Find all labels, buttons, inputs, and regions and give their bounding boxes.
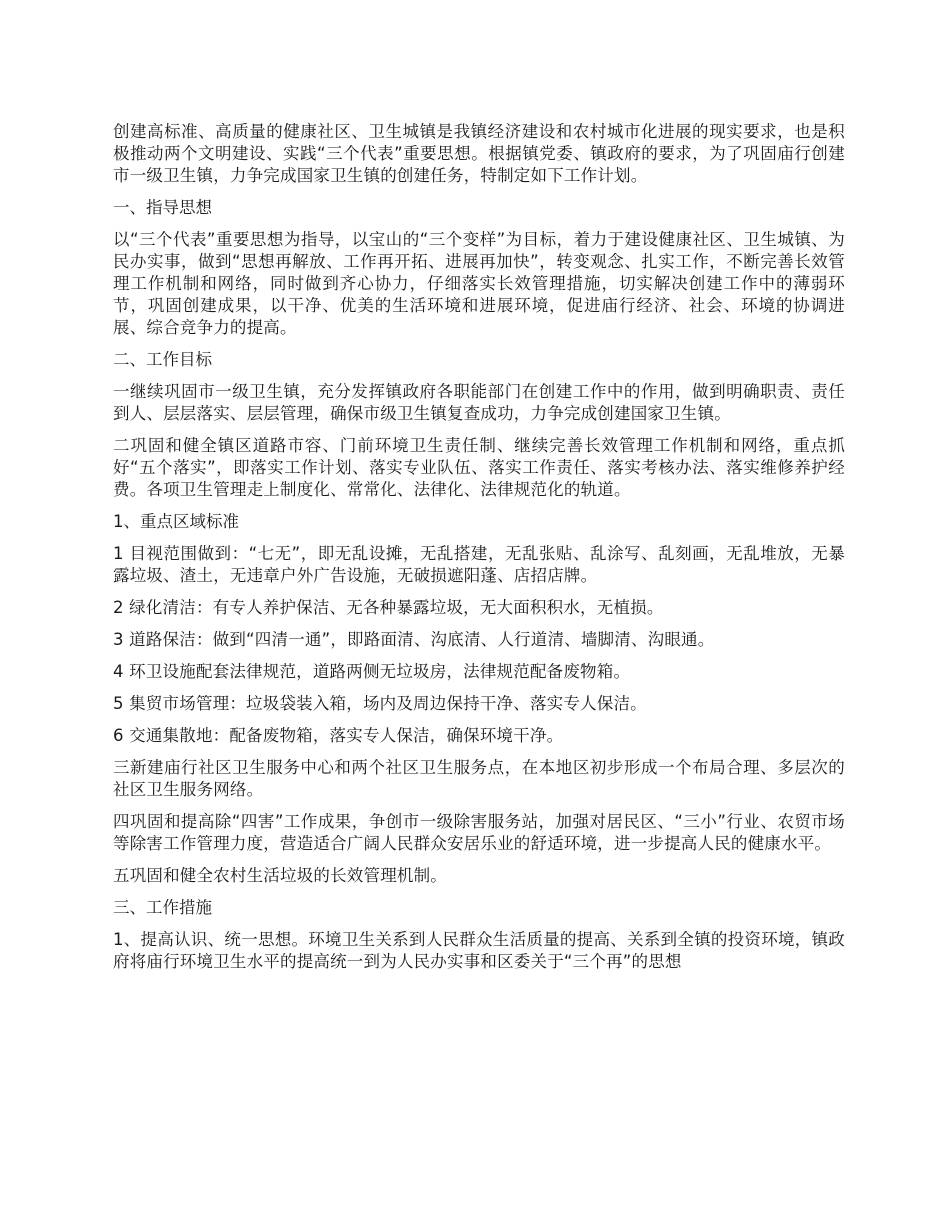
section-heading-work-goals: 二、工作目标 <box>113 350 212 369</box>
standard-item-2: 2 绿化清洁：有专人养护保洁、无各种暴露垃圾，无大面积积水，无植损。 <box>113 598 664 617</box>
standard-item-6: 6 交通集散地：配备废物箱，落实专人保洁，确保环境干净。 <box>113 726 564 745</box>
document-page <box>113 121 845 983</box>
standard-item-5: 5 集贸市场管理：垃圾袋装入箱，场内及周边保持干净、落实专人保洁。 <box>113 694 647 713</box>
standard-item-1: 1 目视范围做到：“七无”，即无乱设摊，无乱搭建，无乱张贴、乱涂写、乱刻画，无乱堆放，无暴露垃圾、渣土，无违章户外广告设施，无破损遮阳蓬、店招店牌。 <box>113 544 845 585</box>
goal-4-paragraph: 四巩固和提高除“四害”工作成果，争创市一级除害服务站，加强对居民区、“三小”行业、农贸市场等除害工作管理力度，营造适合广阔人民群众安居乐业的舒适环境，进一步提高人民的健康水平。 <box>113 812 845 853</box>
measure-1-paragraph: 1、提高认识、统一思想。环境卫生关系到人民群众生活质量的提高、关系到全镇的投资环境，镇政府将庙行环境卫生水平的提高统一到为人民办实事和区委关于“三个再”的思想 <box>113 930 845 971</box>
goal-2-paragraph: 二巩固和健全镇区道路市容、门前环境卫生责任制、继续完善长效管理工作机制和网络，重点抓好“五个落实”，即落实工作计划、落实专业队伍、落实工作责任、落实考核办法、落实维修养护经费。各项卫生管理走上制度化、常常化、法律化、法律规范化的轨道。 <box>113 436 845 499</box>
section-heading-work-measures: 三、工作措施 <box>113 898 212 917</box>
goal-1-paragraph: 一继续巩固市一级卫生镇，充分发挥镇政府各职能部门在创建工作中的作用，做到明确职责、责任到人、层层落实、层层管理，确保市级卫生镇复查成功，力争完成创建国家卫生镇。 <box>113 382 845 423</box>
intro-paragraph: 创建高标准、高质量的健康社区、卫生城镇是我镇经济建设和农村城市化进展的现实要求，也是积极推动两个文明建设、实践“三个代表”重要思想。根据镇党委、镇政府的要求，为了巩固庙行创建市一级卫生镇，力争完成国家卫生镇的创建任务，特制定如下工作计划。 <box>113 122 845 185</box>
guiding-ideology-paragraph: 以“三个代表”重要思想为指导，以宝山的“三个变样”为目标，着力于建设健康社区、卫生城镇、为民办实事，做到“思想再解放、工作再开拓、进展再加快”，转变观念、扎实工作，不断完善长效管理工作机制和网络，同时做到齐心协力，仔细落实长效管理措施，切实解决创建工作中的薄弱环节，巩固创建成果，以干净、优美的生活环境和进展环境，促进庙行经济、社会、环境的协调进展、综合竞争力的提高。 <box>113 230 845 337</box>
standard-item-4: 4 环卫设施配套法律规范，道路两侧无垃圾房，法律规范配备废物箱。 <box>113 662 631 681</box>
goal-5-paragraph: 五巩固和健全农村生活垃圾的长效管理机制。 <box>113 866 447 885</box>
goal-3-paragraph: 三新建庙行社区卫生服务中心和两个社区卫生服务点，在本地区初步形成一个布局合理、多层次的社区卫生服务网络。 <box>113 758 845 799</box>
section-heading-guiding-ideology: 一、指导思想 <box>113 198 212 217</box>
standard-item-3: 3 道路保洁：做到“四清一通”，即路面清、沟底清、人行道清、墙脚清、沟眼通。 <box>113 630 715 649</box>
subheading-key-area-standards: 1、重点区域标准 <box>113 512 239 531</box>
